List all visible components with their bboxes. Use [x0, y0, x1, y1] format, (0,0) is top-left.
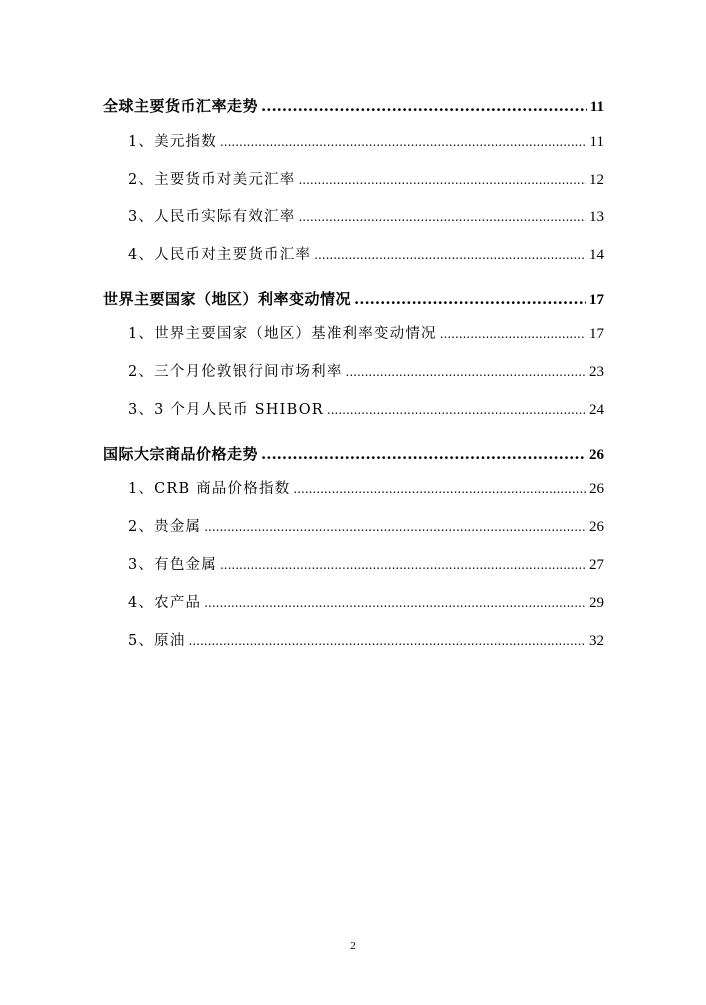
toc-page-number: 17 [589, 292, 604, 308]
toc-page-number: 27 [589, 557, 604, 573]
toc-page-number: 17 [589, 326, 604, 342]
toc-page-number: 14 [589, 247, 604, 263]
dot-leader [220, 557, 586, 573]
toc-section-currency[interactable] [103, 95, 604, 117]
toc-page-number: 24 [589, 402, 604, 418]
toc-item-label: 3、3 个月人民币 SHIBOR [128, 402, 324, 418]
toc-item[interactable] [128, 360, 604, 382]
toc-page-number: 11 [589, 99, 604, 115]
dot-leader [440, 326, 586, 342]
dot-leader [261, 97, 587, 115]
toc-item-label: 3、人民币实际有效汇率 [128, 209, 296, 225]
dot-leader [298, 209, 586, 225]
toc-section-title: 全球主要货币汇率走势 [103, 97, 259, 115]
toc-item-label: 1、CRB 商品价格指数 [128, 481, 291, 497]
dot-leader [293, 481, 586, 497]
dot-leader [189, 633, 586, 649]
toc-item[interactable] [128, 629, 604, 651]
dot-leader [298, 172, 586, 188]
page-footer-number: 2 [350, 940, 356, 952]
toc-section-title: 世界主要国家（地区）利率变动情况 [103, 290, 352, 308]
dot-leader [261, 445, 586, 463]
toc-page-number: 29 [589, 595, 604, 611]
toc-item-label: 2、主要货币对美元汇率 [128, 172, 296, 188]
toc-section-interest-rates[interactable] [103, 288, 604, 310]
toc-item-label: 1、世界主要国家（地区）基准利率变动情况 [128, 326, 437, 342]
toc-section-commodities[interactable] [103, 443, 604, 465]
toc-item[interactable] [128, 205, 604, 227]
toc-item[interactable] [128, 398, 604, 420]
dot-leader [220, 134, 587, 150]
toc-item-label: 2、贵金属 [128, 519, 202, 535]
toc-item[interactable] [128, 477, 604, 499]
toc-item-label: 4、人民币对主要货币汇率 [128, 247, 312, 263]
toc-page-number: 12 [589, 172, 604, 188]
toc-item[interactable] [128, 591, 604, 613]
toc-page-number: 26 [589, 447, 604, 463]
toc-item-label: 3、有色金属 [128, 557, 217, 573]
toc-item[interactable] [128, 168, 604, 190]
toc-item-label: 2、三个月伦敦银行间市场利率 [128, 364, 343, 380]
toc-page-number: 26 [589, 519, 604, 535]
toc-item[interactable] [128, 322, 604, 344]
toc-item[interactable] [128, 243, 604, 265]
dot-leader [354, 290, 586, 308]
toc-page-number: 26 [589, 481, 604, 497]
toc-item[interactable] [128, 130, 604, 152]
toc-page-number: 13 [589, 209, 604, 225]
dot-leader [204, 519, 586, 535]
toc-item-label: 4、农产品 [128, 595, 202, 611]
dot-leader [327, 402, 586, 418]
toc-page-number: 32 [589, 633, 604, 649]
toc-item[interactable] [128, 515, 604, 537]
toc-page-number: 23 [589, 364, 604, 380]
toc-item-label: 5、原油 [128, 633, 186, 649]
toc-item-label: 1、美元指数 [128, 134, 217, 150]
toc-section-title: 国际大宗商品价格走势 [103, 445, 259, 463]
dot-leader [346, 364, 586, 380]
toc-item[interactable] [128, 553, 604, 575]
dot-leader [204, 595, 586, 611]
toc-page-number: 11 [589, 134, 604, 150]
dot-leader [314, 247, 586, 263]
